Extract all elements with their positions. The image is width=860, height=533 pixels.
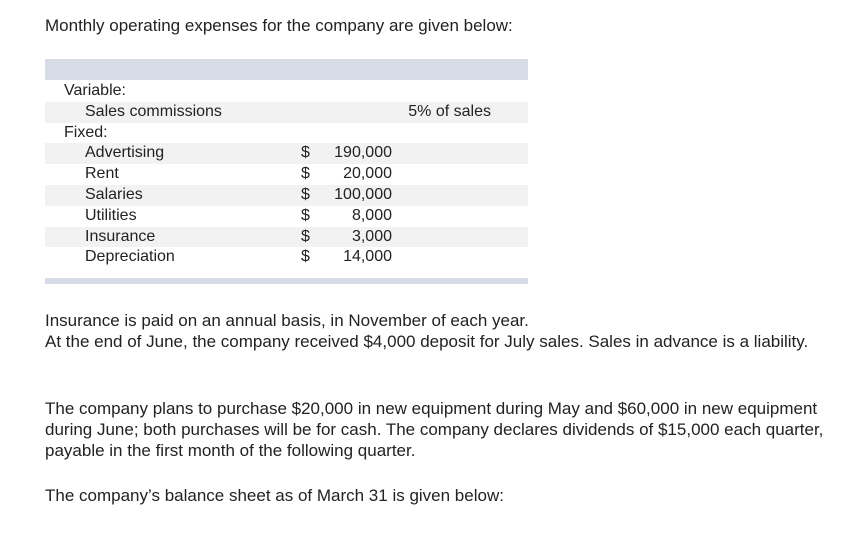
currency-symbol: $ — [301, 206, 310, 224]
expense-label: Depreciation — [85, 248, 175, 266]
expense-label: Salaries — [85, 185, 143, 203]
expense-amount: 3,000 — [351, 227, 392, 245]
table-row — [45, 143, 528, 164]
currency-symbol: $ — [301, 144, 310, 162]
expense-amount: 20,000 — [343, 165, 392, 183]
currency-symbol: $ — [301, 248, 310, 266]
expense-amount: 100,000 — [334, 185, 392, 203]
balance-sheet-intro: The company’s balance sheet as of March 31 is given below: — [45, 486, 504, 505]
expense-label: Sales commissions — [85, 102, 222, 120]
operating-expenses-table — [45, 59, 528, 284]
table-row — [45, 227, 528, 248]
expense-label: Rent — [85, 165, 119, 183]
equipment-dividends-note: The company plans to purchase $20,000 in new equipment during May and $60,000 in new equipment during June; both purchases will be for cash. The company declares dividends of $15,000 each quarter, payable in the first month of the following quarter. — [45, 399, 824, 460]
expense-rate: 5% of sales — [408, 102, 491, 120]
table-row — [45, 247, 528, 268]
fixed-section-label: Fixed: — [64, 123, 108, 141]
expense-amount: 190,000 — [334, 144, 392, 162]
table-row — [45, 206, 528, 227]
expense-amount: 14,000 — [343, 248, 392, 266]
expense-label: Utilities — [85, 206, 137, 224]
expense-label: Insurance — [85, 227, 156, 245]
currency-symbol: $ — [301, 165, 310, 183]
currency-symbol: $ — [301, 185, 310, 203]
insurance-note: Insurance is paid on an annual basis, in November of each year. — [45, 311, 529, 330]
deposit-note: At the end of June, the company received $4,000 deposit for July sales. Sales in advance is a liability. — [45, 332, 809, 351]
variable-section-label: Variable: — [64, 82, 126, 99]
intro-text: Monthly operating expenses for the company are given below: — [45, 16, 513, 35]
table-header-band — [45, 59, 528, 80]
expense-amount: 8,000 — [351, 206, 392, 224]
currency-symbol: $ — [301, 227, 310, 245]
table-row — [45, 81, 528, 102]
table-footer-band — [45, 278, 528, 284]
table-row — [45, 185, 528, 206]
expense-label: Advertising — [85, 144, 165, 162]
table-row — [45, 102, 528, 123]
table-row — [45, 123, 528, 144]
table-row — [45, 164, 528, 185]
